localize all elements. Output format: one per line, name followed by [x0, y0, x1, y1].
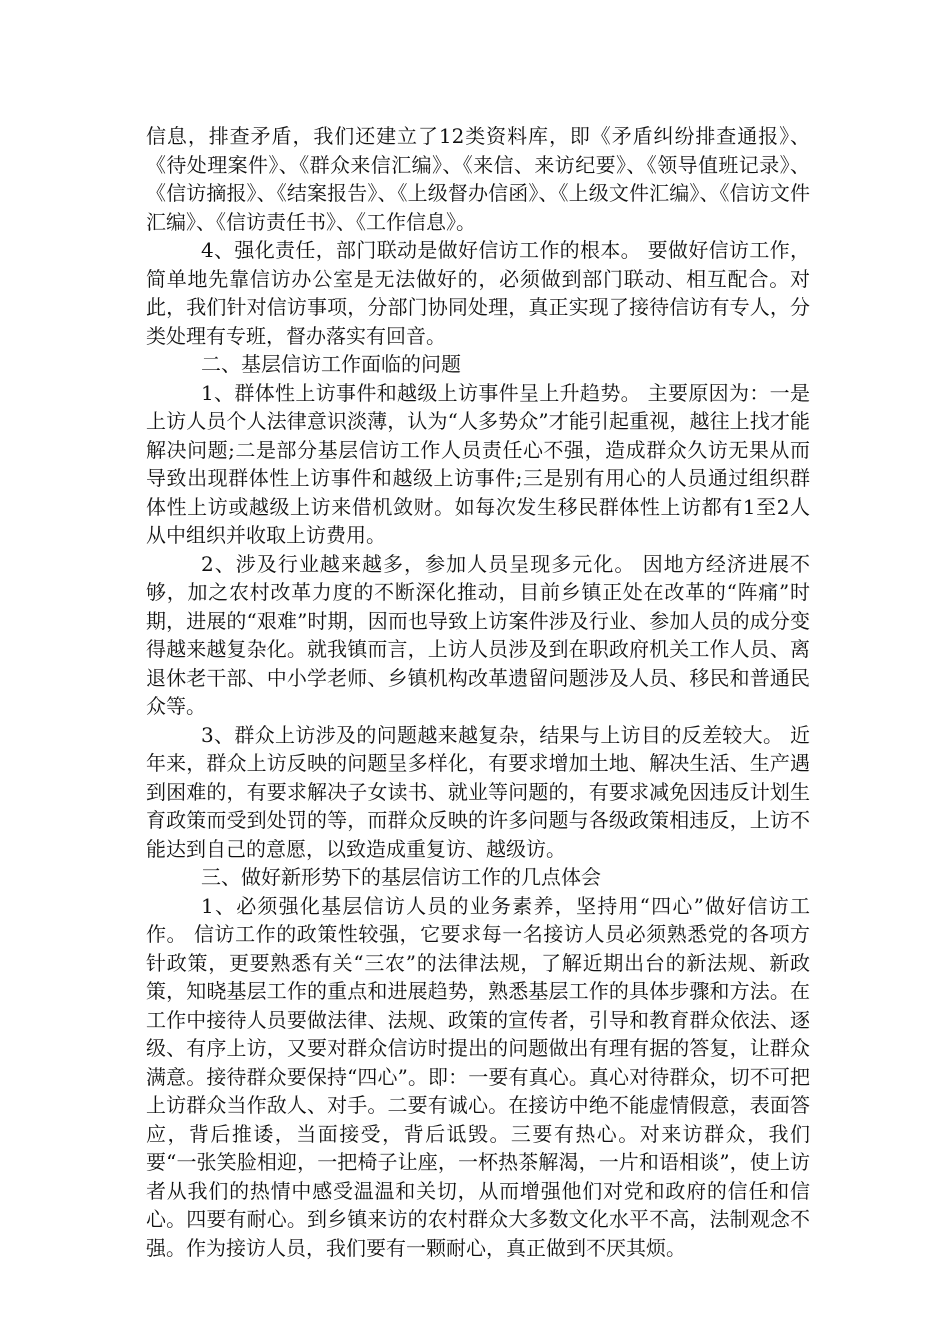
section-heading-3: 三、做好新形势下的基层信访工作的几点体会 [201, 865, 601, 889]
section-heading-2: 二、基层信访工作面临的问题 [201, 352, 461, 376]
paragraph-section3-item-1: 1、必须强化基层信访人员的业务素养，坚持用“四心”做好信访工作。 信访工作的政策性较强，它要求每一名接访人员必须熟悉党的各项方针政策，更要熟悉有关“三农”的法律法规，了解近期出台的新法规、新政策，知晓基层工作的重点和进展趋势，熟悉基层工作的具体步骤和方法。在工作中接待人员要做法律、法规、政策的宣传者，引导和教育群众依法、逐级、有序上访，又要对群众信访时提出的问题做出有理有据的答复，让群众满意。接待群众要保持“四心”。即：一要有真心。真心对待群众，切不可把上访群众当作敌人、对手。二要有诚心。在接访中绝不能虚情假意，表面答应，背后推诿，当面接受，背后诋毁。三要有热心。对来访群众，我们要“一张笑脸相迎，一把椅子让座，一杯热茶解渴，一片和语相谈”，使上访者从我们的热情中感受温温和关切，从而增强他们对党和政府的信任和信心。四要有耐心。到乡镇来访的农村群众大多数文化水平不高，法制观念不强。作为接访人员，我们要有一颗耐心，真正做到不厌其烦。 [146, 893, 810, 1260]
paragraph-item-4: 4、强化责任，部门联动是做好信访工作的根本。 要做好信访工作，简单地先靠信访办公室是无法做好的，必须做到部门联动、相互配合。对此，我们针对信访事项，分部门协同处理，真正实现了接待信访有专人，分类处理有专班，督办落实有回音。 [146, 238, 810, 348]
document-page [146, 122, 810, 1262]
paragraph-section2-item-1: 1、群体性上访事件和越级上访事件呈上升趋势。 主要原因为：一是上访人员个人法律意识淡薄，认为“人多势众”才能引起重视，越往上找才能解决问题;二是部分基层信访工作人员责任心不强，造成群众久访无果从而导致出现群体性上访事件和越级上访事件;三是别有用心的人员通过组织群体性上访或越级上访来借机敛财。如每次发生移民群体性上访都有1至2人从中组织并收取上访费用。 [146, 380, 810, 547]
paragraph-section2-item-2: 2、涉及行业越来越多，参加人员呈现多元化。 因地方经济进展不够，加之农村改革力度的不断深化推动，目前乡镇正处在改革的“阵痛”时期，进展的“艰难”时期，因而也导致上访案件涉及行业、参加人员的成分变得越来越复杂化。就我镇而言，上访人员涉及到在职政府机关工作人员、离退休老干部、中小学老师、乡镇机构改革遗留问题涉及人员、移民和普通民众等。 [146, 551, 810, 718]
paragraph-continuation: 信息，排查矛盾，我们还建立了12类资料库，即《矛盾纠纷排查通报》、《待处理案件》、《群众来信汇编》、《来信、来访纪要》、《领导值班记录》、《信访摘报》、《结案报告》、《上级督办信函》、《上级文件汇编》、《信访文件汇编》、《信访责任书》、《工作信息》。 [146, 124, 810, 234]
paragraph-section2-item-3: 3、群众上访涉及的问题越来越复杂，结果与上访目的反差较大。 近年来，群众上访反映的问题呈多样化，有要求增加土地、解决生活、生产遇到困难的，有要求解决子女读书、就业等问题的，有要求减免因违反计划生育政策而受到处罚的等，而群众反映的许多问题与各级政策相违反，上访不能达到自己的意愿，以致造成重复访、越级访。 [146, 722, 810, 861]
